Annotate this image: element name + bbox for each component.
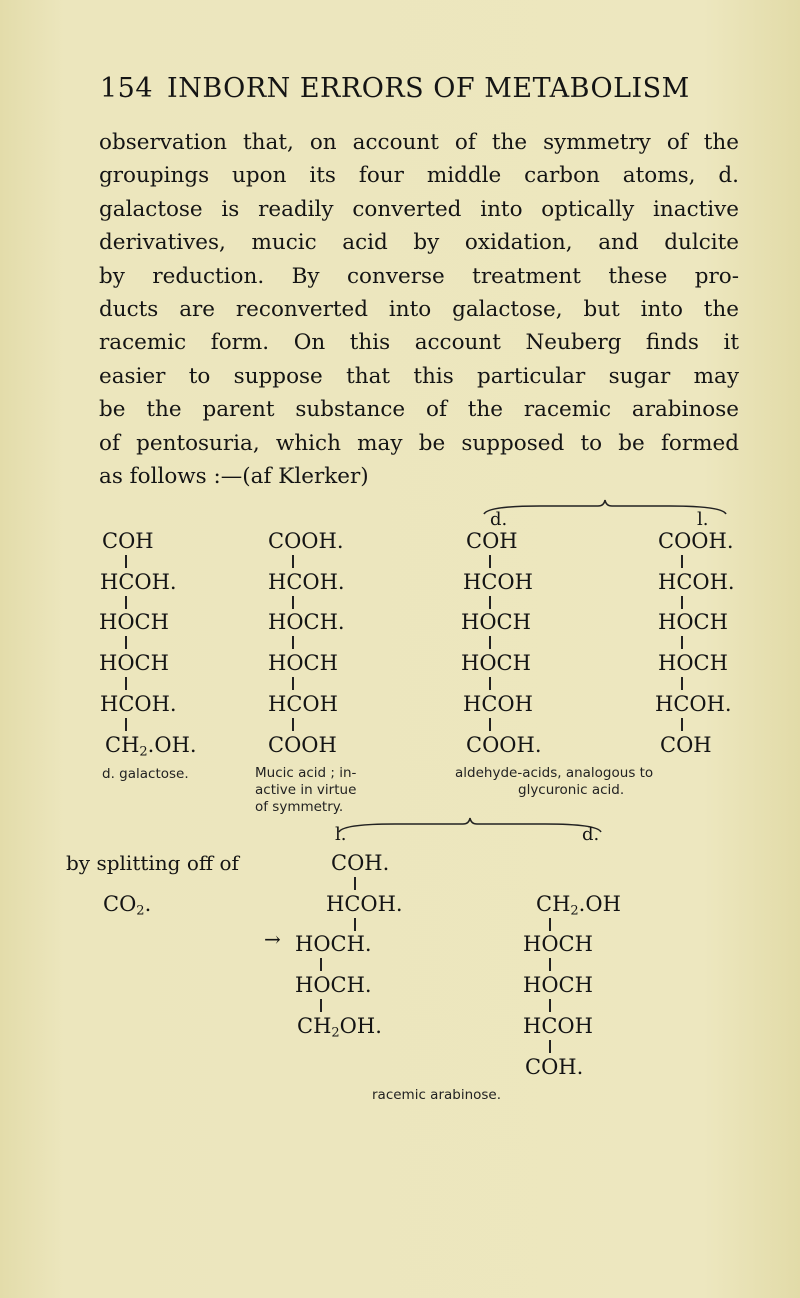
- formula-caption: d. galactose.: [102, 766, 189, 782]
- bond-line: [489, 636, 491, 649]
- formula-caption: aldehyde-acids, analogous to glycuronic acid.: [455, 765, 654, 798]
- bond-line: [681, 636, 683, 649]
- bond-line: [681, 596, 683, 609]
- bond-line: [125, 718, 127, 731]
- running-title: INBORN ERRORS OF METABOLISM: [167, 73, 690, 104]
- bond-line: [292, 596, 294, 609]
- formula-atom: HCOH.: [655, 692, 732, 716]
- bond-line: [681, 555, 683, 568]
- formula-atom: HOCH: [461, 610, 531, 634]
- body-paragraph: [99, 126, 739, 493]
- formula-atom: HCOH.: [268, 570, 345, 594]
- bond-line: [681, 718, 683, 731]
- text-line: easier to suppose that this particular sugar may: [99, 363, 739, 389]
- bond-line: [489, 718, 491, 731]
- reaction-arrow: →: [264, 927, 281, 951]
- text-line: of pentosuria, which may be supposed to be formed: [99, 430, 739, 456]
- formula-atom: HCOH: [463, 692, 533, 716]
- text-line: racemic form. On this account Neuberg finds it: [99, 330, 739, 356]
- bond-line: [681, 677, 683, 690]
- formula-atom: COH: [660, 733, 712, 757]
- text-line: by reduction. By converse treatment these pro-: [99, 263, 739, 289]
- formula-atom: HOCH: [461, 651, 531, 675]
- co2-formula: $CO_2$.: [103, 892, 152, 919]
- brace-mark: [335, 818, 605, 834]
- l-label: l.: [335, 824, 347, 845]
- formula-atom: HCOH.: [326, 892, 403, 916]
- bond-line: [549, 958, 551, 971]
- bond-line: [320, 999, 322, 1012]
- bond-line: [292, 718, 294, 731]
- formula-atom: COOH: [268, 733, 337, 757]
- bond-line: [354, 918, 356, 931]
- formula-atom: $CH_2.OH$.: [105, 733, 197, 760]
- formula-atom: HCOH.: [658, 570, 735, 594]
- bond-line: [549, 999, 551, 1012]
- formula-atom: HOCH.: [295, 932, 372, 956]
- formula-atom: COH: [102, 529, 154, 553]
- text-line: groupings upon its four middle carbon atoms, d.: [99, 163, 739, 189]
- bond-line: [292, 636, 294, 649]
- page-number: 154: [100, 73, 154, 104]
- formula-atom: COOH.: [658, 529, 734, 553]
- bond-line: [292, 677, 294, 690]
- bond-line: [549, 918, 551, 931]
- formula-atom: HCOH: [268, 692, 338, 716]
- d-label: d.: [582, 824, 600, 845]
- formula-atom: HCOH.: [100, 692, 177, 716]
- formula-atom: HOCH: [658, 651, 728, 675]
- formula-atom: HOCH: [99, 651, 169, 675]
- bond-line: [489, 555, 491, 568]
- brace-mark: [480, 500, 730, 516]
- formula-atom: $CH_2OH$.: [297, 1014, 382, 1041]
- bond-line: [549, 1040, 551, 1053]
- text-line: be the parent substance of the racemic arabinose: [99, 397, 739, 423]
- bond-line: [489, 596, 491, 609]
- text-line: galactose is readily converted into optically inactive: [99, 196, 739, 222]
- text-line: derivatives, mucic acid by oxidation, and dulcite: [99, 230, 739, 256]
- text-line: observation that, on account of the symmetry of the: [99, 130, 739, 155]
- formula-atom: HOCH: [523, 973, 593, 997]
- formula-atom: HCOH: [523, 1014, 593, 1038]
- formula-atom: COH.: [525, 1055, 584, 1079]
- bond-line: [125, 555, 127, 568]
- formula-atom: COH.: [331, 851, 390, 875]
- d-label: d.: [490, 509, 508, 530]
- formula-atom: HOCH.: [268, 610, 345, 634]
- running-head: [100, 73, 740, 104]
- bond-line: [354, 877, 356, 890]
- text-line: as follows :—(af Klerker): [99, 464, 369, 490]
- formula-atom: HOCH: [658, 610, 728, 634]
- bond-line: [489, 677, 491, 690]
- l-label: l.: [697, 509, 709, 530]
- formula-atom: HOCH: [268, 651, 338, 675]
- formula-atom: COH: [466, 529, 518, 553]
- formula-atom: HOCH: [99, 610, 169, 634]
- text-line: ducts are reconverted into galactose, but into the: [99, 297, 739, 323]
- formula-atom: COOH.: [268, 529, 344, 553]
- bond-line: [292, 555, 294, 568]
- bond-line: [125, 596, 127, 609]
- formula-caption: racemic arabinose.: [372, 1087, 502, 1103]
- splitting-text: by splitting off of: [66, 851, 239, 875]
- formula-atom: HOCH: [523, 932, 593, 956]
- formula-atom: COOH.: [466, 733, 542, 757]
- formula-caption: Mucic acid ; in- active in virtue of symmetry.: [255, 765, 357, 815]
- bond-line: [320, 958, 322, 971]
- formula-atom: HCOH.: [100, 570, 177, 594]
- formula-atom: HCOH: [463, 570, 533, 594]
- bond-line: [125, 636, 127, 649]
- formula-atom: HOCH.: [295, 973, 372, 997]
- formula-atom: $CH_2.OH$: [536, 892, 621, 919]
- bond-line: [125, 677, 127, 690]
